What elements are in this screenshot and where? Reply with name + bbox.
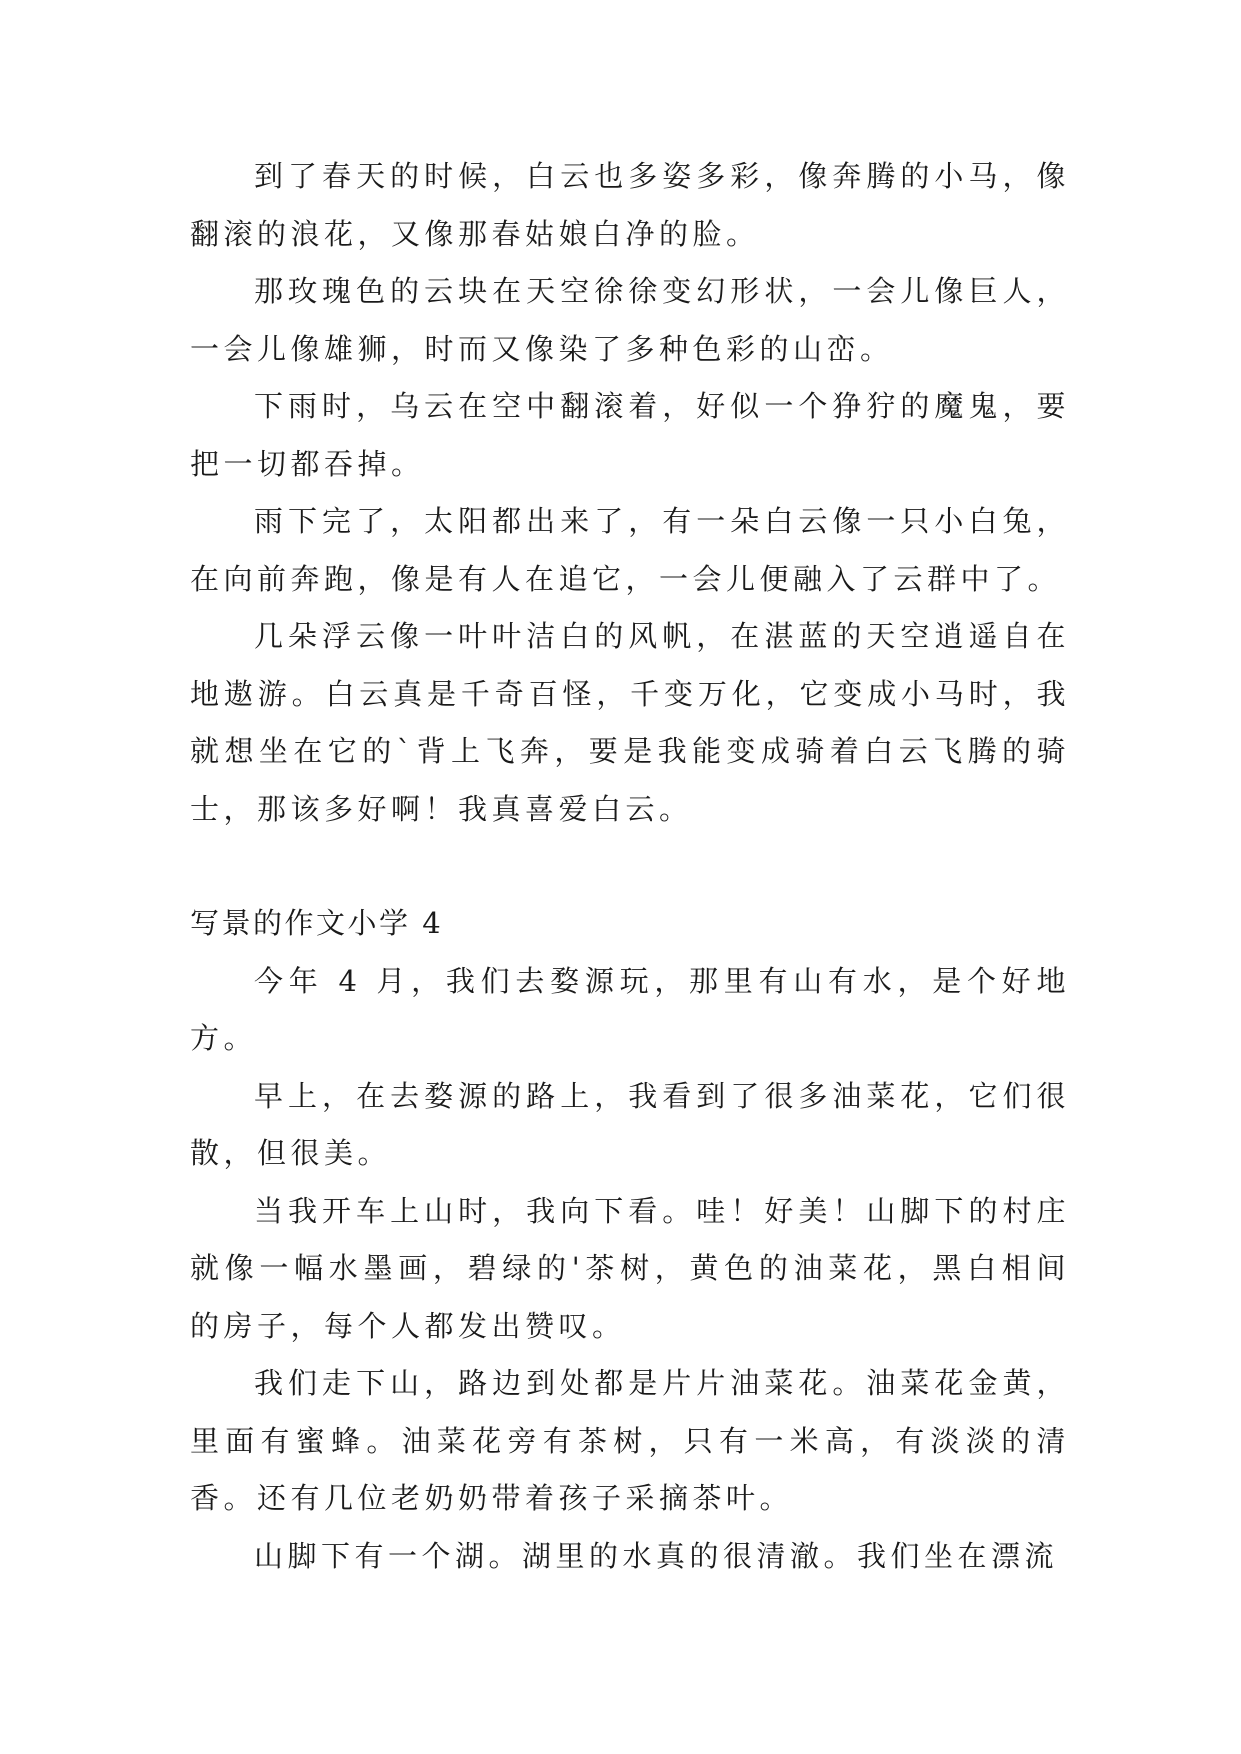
paragraph: 下雨时，乌云在空中翻滚着，好似一个狰狞的魔鬼，要把一切都吞掉。 <box>190 389 1070 481</box>
paragraph: 今年 4 月，我们去婺源玩，那里有山有水，是个好地方。 <box>190 963 1070 1055</box>
paragraph: 几朵浮云像一叶叶洁白的风帆，在湛蓝的天空逍遥自在地遨游。白云真是千奇百怪，千变万化，它变成小马时，我就想坐在它的`背上飞奔，要是我能变成骑着白云飞腾的骑士，那该多好啊！我真喜爱白云。 <box>190 619 1070 826</box>
paragraph: 雨下完了，太阳都出来了，有一朵白云像一只小白兔，在向前奔跑，像是有人在追它，一会儿便融入了云群中了。 <box>190 504 1070 596</box>
paragraph: 我们走下山，路边到处都是片片油菜花。油菜花金黄，里面有蜜蜂。油菜花旁有茶树，只有一米高，有淡淡的清香。还有几位老奶奶带着孩子采摘茶叶。 <box>190 1366 1070 1515</box>
section-title: 写景的作文小学 4 <box>190 906 444 940</box>
document-body <box>190 148 1070 1585</box>
paragraph: 到了春天的时候，白云也多姿多彩，像奔腾的小马，像翻滚的浪花，又像那春姑娘白净的脸。 <box>190 159 1070 251</box>
paragraph: 那玫瑰色的云块在天空徐徐变幻形状，一会儿像巨人，一会儿像雄狮，时而又像染了多种色彩的山峦。 <box>190 274 1070 366</box>
paragraph: 当我开车上山时，我向下看。哇！好美！山脚下的村庄就像一幅水墨画，碧绿的'茶树，黄色的油菜花，黑白相间的房子，每个人都发出赞叹。 <box>190 1193 1070 1343</box>
paragraph: 山脚下有一个湖。湖里的水真的很清澈。我们坐在漂流 <box>254 1538 1059 1573</box>
paragraph: 早上，在去婺源的路上，我看到了很多油菜花，它们很散，但很美。 <box>190 1078 1070 1170</box>
